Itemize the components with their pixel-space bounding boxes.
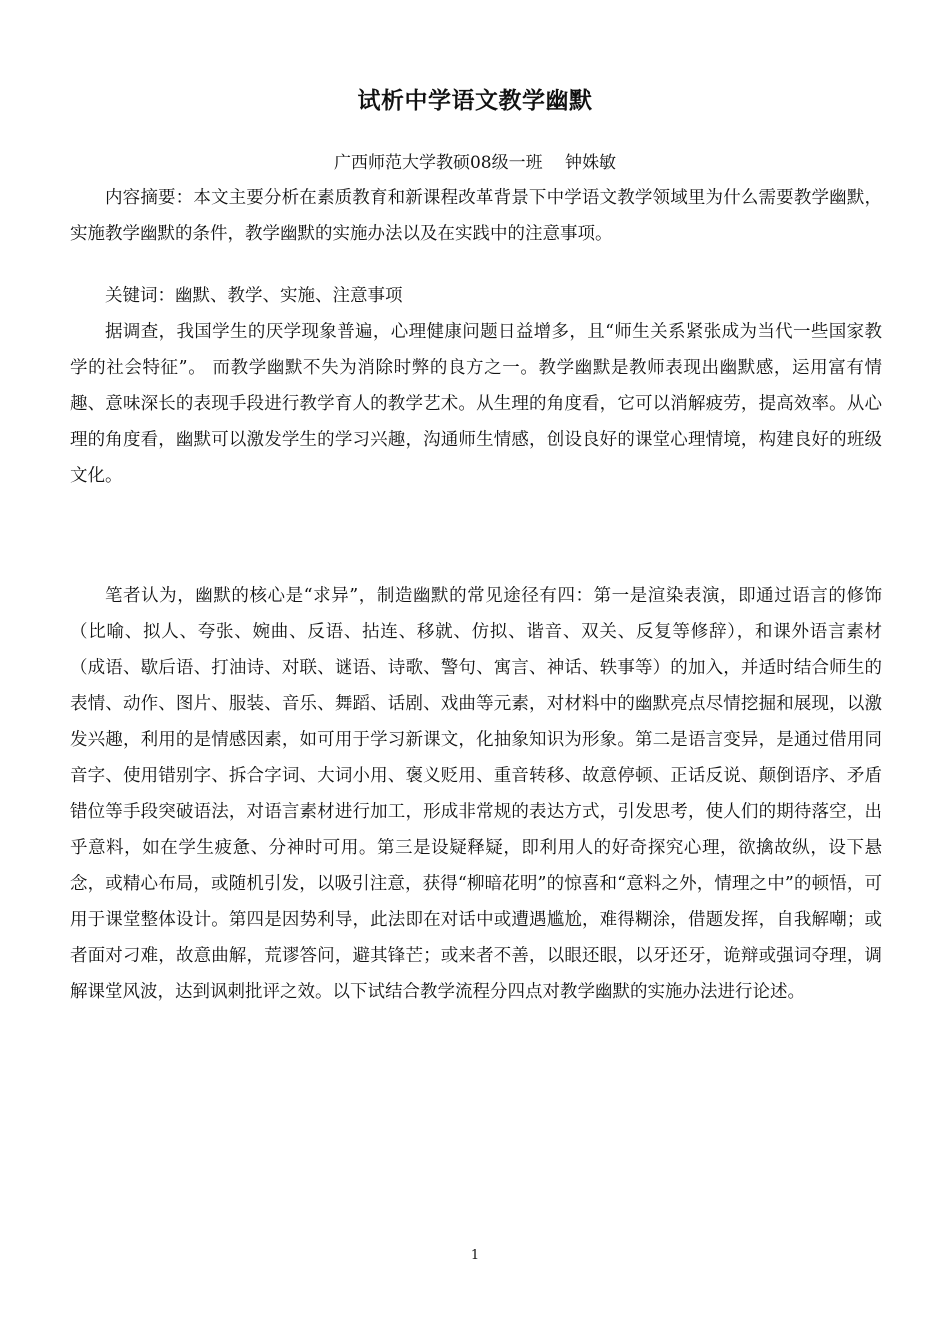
keywords-line: 关键词：幽默、教学、实施、注意事项 bbox=[105, 286, 403, 306]
body-paragraph: 笔者认为，幽默的核心是“求异”，制造幽默的常见途径有四：第一是渲染表演，即通过语言的修饰（比喻、拟人、夸张、婉曲、反语、拈连、移就、仿拟、谐音、双关、反复等修辞），和课外语言素材（成语、歇后语、打油诗、对联、谜语、诗歌、警句、寓言、神话、轶事等）的加入，并适时结合师生的表情、动作、图片、服装、音乐、舞蹈、话剧、戏曲等元素，对材料中的幽默亮点尽情挖掘和展现，以激发兴趣，利用的是情感因素，如可用于学习新课文，化抽象知识为形象。第二是语言变异，是通过借用同音字、使用错别字、拆合字词、大词小用、褒义贬用、重音转移、故意停顿、正话反说、颠倒语序、矛盾错位等手段突破语法，对语言素材进行加工，形成非常规的表达方式，引发思考，使人们的期待落空，出乎意料，如在学生疲惫、分神时可用。第三是设疑释疑，即利用人的好奇探究心理，欲擒故纵，设下悬念，或精心布局，或随机引发，以吸引注意，获得“柳暗花明”的惊喜和“意料之外，情理之中”的顿悟，可用于课堂整体设计。第四是因势利导，此法即在对话中或遭遇尴尬，难得糊涂，借题发挥，自我解嘲；或者面对刁难，故意曲解，荒谬答问，避其锋芒；或来者不善，以眼还眼，以牙还牙，诡辩或强词夺理，调解课堂风波，达到讽刺批评之效。以下试结合教学流程分四点对教学幽默的实施办法进行论述。 bbox=[70, 586, 882, 1002]
document-title: 试析中学语文教学幽默 bbox=[357, 88, 593, 114]
body-paragraph: 据调查，我国学生的厌学现象普遍，心理健康问题日益增多，且“师生关系紧张成为当代一些国家教学的社会特征”。 而教学幽默不失为消除时弊的良方之一。教学幽默是教师表现出幽默感，运用富有情趣、意味深长的表现手段进行教学育人的教学艺术。从生理的角度看，它可以消解疲劳，提高效率。从心理的角度看，幽默可以激发学生的学习兴趣，沟通师生情感，创设良好的课堂心理情境，构建良好的班级文化。 bbox=[70, 322, 882, 486]
abstract-paragraph: 内容摘要：本文主要分析在素质教育和新课程改革背景下中学语文教学领域里为什么需要教学幽默，实施教学幽默的条件，教学幽默的实施办法以及在实践中的注意事项。 bbox=[70, 188, 882, 244]
page-number: 1 bbox=[470, 1248, 480, 1263]
author-line: 广西师范大学教硕08级一班 钟姝敏 bbox=[333, 153, 617, 173]
